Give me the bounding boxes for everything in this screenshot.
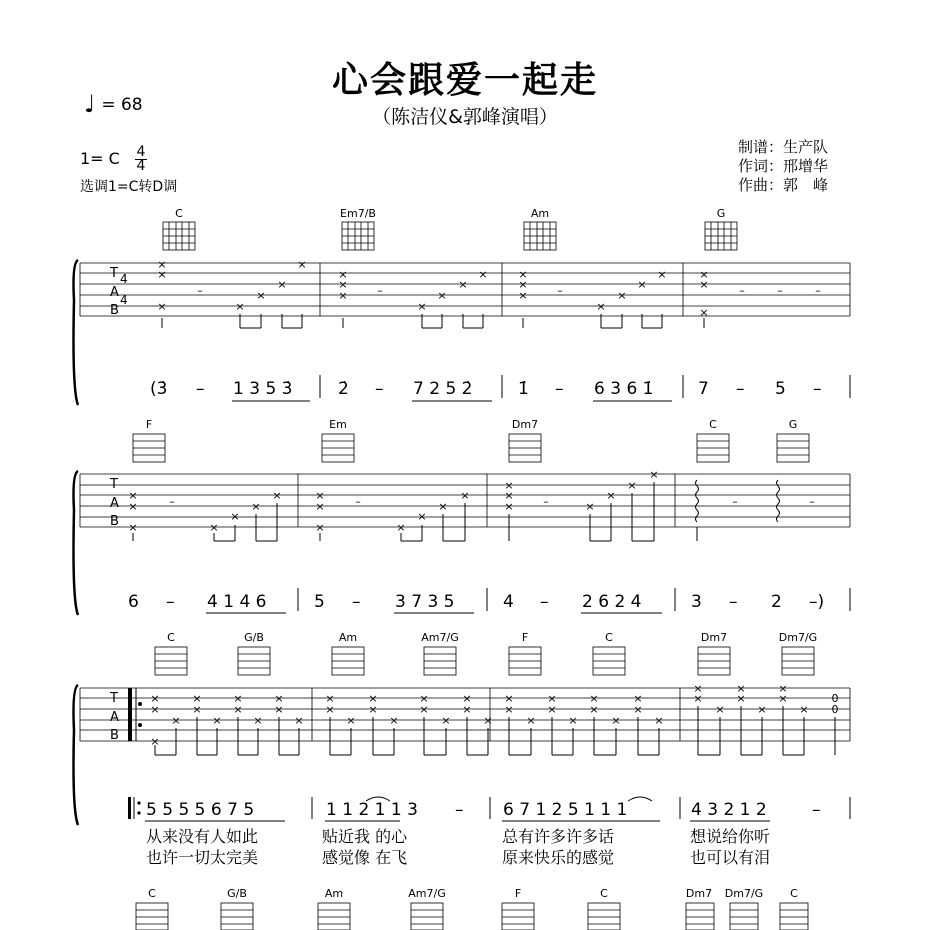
svg-text:×: × — [589, 703, 599, 716]
chord-name: G/B — [227, 887, 247, 900]
jianpu-token: – — [196, 379, 205, 399]
lyric-phrase: 想说给你听 — [690, 827, 771, 846]
tab-clef-a: A — [110, 710, 119, 725]
svg-text:×: × — [297, 258, 307, 271]
chord-name: F — [521, 631, 529, 644]
svg-text:×: × — [504, 489, 514, 502]
lyric-phrase: 原来快乐的感觉 — [502, 848, 615, 867]
chord-name: Am — [530, 207, 550, 220]
svg-text:×: × — [611, 714, 621, 727]
svg-text:×: × — [617, 289, 627, 302]
chord-name: Dm7/G — [724, 887, 764, 900]
svg-text:×: × — [460, 489, 470, 502]
chord-name: Em7/B — [340, 207, 376, 220]
lyric-phrase: 感觉像 在飞 — [322, 848, 408, 867]
jianpu-token: 2̇ — [338, 379, 349, 399]
svg-text:×: × — [192, 703, 202, 716]
capo-note: 选调1=C转D调 — [80, 179, 178, 195]
chord-diagrams — [133, 434, 809, 462]
lyrics-line-2 — [146, 848, 770, 867]
svg-text:×: × — [589, 692, 599, 705]
svg-text:×: × — [504, 692, 514, 705]
jianpu-token: – — [166, 592, 175, 612]
jianpu-token: 6 — [128, 592, 139, 612]
svg-text:×: × — [338, 268, 348, 281]
chord-name: Am — [324, 887, 344, 900]
svg-text:×: × — [606, 489, 616, 502]
svg-text:×: × — [462, 703, 472, 716]
svg-text:×: × — [157, 258, 167, 271]
jianpu-token: 3 7 3 5 — [395, 592, 455, 612]
chord-diagram — [524, 222, 556, 250]
svg-text:×: × — [699, 268, 709, 281]
jianpu-barlines — [232, 375, 850, 401]
jianpu-token: – — [813, 379, 822, 399]
jianpu-token: – — [455, 800, 464, 820]
svg-text:×: × — [315, 521, 325, 534]
svg-text:×: × — [547, 703, 557, 716]
jianpu-token: 5 — [314, 592, 325, 612]
tab-clef-t: T — [110, 691, 118, 706]
chord-name: Dm7 — [511, 418, 539, 431]
jianpu-token: 1 1 2 1 1 3 — [326, 800, 418, 820]
svg-text:×: × — [235, 300, 245, 313]
svg-text:×: × — [778, 692, 788, 705]
svg-text:×: × — [736, 692, 746, 705]
svg-text:×: × — [458, 278, 468, 291]
jianpu-token: – — [555, 379, 564, 399]
tempo-value: = 68 — [101, 95, 143, 115]
jianpu-token: 6 7 1 2 5 1 1 1 — [503, 800, 628, 820]
jianpu-token: 4 3 2 1 2 — [691, 800, 767, 820]
song-subtitle: （陈洁仪&郭峰演唱） — [372, 106, 558, 128]
system-3 — [74, 631, 851, 867]
tab-clef-b: B — [110, 728, 119, 743]
svg-text:×: × — [693, 692, 703, 705]
svg-text:–: – — [543, 495, 549, 508]
svg-text:×: × — [654, 714, 664, 727]
credit-lyrics: 作词：邢增华 — [738, 157, 829, 175]
tab-time-top: 4 — [120, 272, 128, 286]
svg-text:×: × — [251, 500, 261, 513]
lyric-phrase: 从来没有人如此 — [146, 827, 259, 846]
lyrics-line-1 — [146, 827, 770, 846]
tab-notes — [128, 468, 814, 534]
svg-text:×: × — [315, 500, 325, 513]
svg-text:×: × — [699, 278, 709, 291]
jianpu-token: 7 — [698, 379, 709, 399]
chord-name: C — [167, 631, 175, 644]
svg-text:–: – — [739, 284, 745, 297]
system-1 — [74, 207, 851, 405]
jianpu-token: 3 — [691, 592, 702, 612]
svg-text:×: × — [277, 278, 287, 291]
svg-text:×: × — [325, 692, 335, 705]
jianpu-token: – — [736, 379, 745, 399]
svg-text:×: × — [212, 714, 222, 727]
svg-text:–: – — [777, 284, 783, 297]
credit-score: 制谱：生产队 — [738, 138, 829, 156]
tab-time-bottom: 4 — [120, 293, 128, 307]
tab-clef-t: T — [110, 477, 118, 492]
svg-text:×: × — [294, 714, 304, 727]
svg-text:×: × — [346, 714, 356, 727]
svg-text:×: × — [171, 714, 181, 727]
jianpu-token: – — [352, 592, 361, 612]
chord-name: Am7/G — [408, 887, 446, 900]
chord-name: Am — [338, 631, 358, 644]
jianpu-token: –) — [809, 592, 825, 612]
svg-text:×: × — [462, 692, 472, 705]
svg-text:0: 0 — [831, 703, 839, 716]
svg-text:×: × — [438, 500, 448, 513]
svg-text:×: × — [478, 268, 488, 281]
time-sig-bottom: 4 — [136, 158, 146, 174]
svg-text:×: × — [483, 714, 493, 727]
key-text: 1= C — [80, 149, 120, 168]
chord-name: C — [600, 887, 608, 900]
svg-text:×: × — [437, 289, 447, 302]
svg-text:×: × — [657, 268, 667, 281]
svg-text:–: – — [732, 495, 738, 508]
svg-text:×: × — [274, 692, 284, 705]
chord-name: C — [605, 631, 613, 644]
svg-text:×: × — [192, 692, 202, 705]
svg-text:×: × — [209, 521, 219, 534]
svg-text:×: × — [396, 521, 406, 534]
svg-text:×: × — [637, 278, 647, 291]
jianpu-token: 4 1 4 6 — [207, 592, 267, 612]
svg-text:–: – — [557, 284, 563, 297]
system-brace — [74, 685, 79, 825]
svg-text:×: × — [233, 703, 243, 716]
svg-text:×: × — [325, 703, 335, 716]
svg-text:–: – — [809, 495, 815, 508]
svg-text:×: × — [736, 682, 746, 695]
svg-text:×: × — [338, 289, 348, 302]
system-2 — [74, 418, 851, 615]
svg-text:×: × — [150, 735, 160, 748]
svg-text:×: × — [417, 300, 427, 313]
jianpu-token: 5 — [775, 379, 786, 399]
svg-text:×: × — [504, 500, 514, 513]
jianpu-token: 2 6 2 4 — [582, 592, 642, 612]
svg-text:×: × — [504, 703, 514, 716]
svg-text:×: × — [150, 692, 160, 705]
svg-text:×: × — [547, 692, 557, 705]
svg-text:×: × — [274, 703, 284, 716]
chord-name: C — [790, 887, 798, 900]
lyric-phrase: 也许一切太完美 — [146, 848, 259, 867]
jianpu-line — [146, 800, 821, 820]
svg-text:×: × — [757, 703, 767, 716]
tab-clef-a: A — [110, 285, 119, 300]
chord-diagrams — [136, 903, 808, 930]
chord-name: Dm7/G — [778, 631, 818, 644]
svg-text:×: × — [256, 289, 266, 302]
chord-name: Em — [329, 418, 347, 431]
jianpu-repeat-start — [128, 797, 141, 819]
jianpu-token: – — [812, 800, 821, 820]
quarter-note-icon: ♩ — [84, 90, 96, 118]
jianpu-barlines — [206, 588, 850, 613]
svg-text:×: × — [596, 300, 606, 313]
chord-name: Dm7 — [685, 887, 713, 900]
svg-text:×: × — [150, 703, 160, 716]
lyric-phrase: 贴近我 的心 — [322, 827, 408, 846]
lyric-phrase: 总有许多许多话 — [502, 827, 615, 846]
system-brace — [74, 260, 79, 405]
svg-text:×: × — [715, 703, 725, 716]
jianpu-token: 7 2 5 2̇ — [413, 379, 473, 399]
svg-text:×: × — [693, 682, 703, 695]
chord-name: F — [145, 418, 153, 431]
svg-text:×: × — [389, 714, 399, 727]
tab-notes — [150, 682, 838, 748]
chord-name: Am7/G — [421, 631, 459, 644]
svg-text:–: – — [169, 495, 175, 508]
jianpu-token: 4 — [503, 592, 514, 612]
svg-text:×: × — [585, 500, 595, 513]
svg-text:×: × — [128, 500, 138, 513]
tab-clef-a: A — [110, 496, 119, 511]
chord-name: C — [148, 887, 156, 900]
jianpu-token: 2 — [771, 592, 782, 612]
svg-text:×: × — [233, 692, 243, 705]
chord-name: Dm7 — [700, 631, 728, 644]
tab-clef-t: T — [110, 266, 118, 281]
jianpu-token: 1 3 5 3̇ — [233, 379, 293, 399]
chord-name: G — [788, 418, 798, 431]
jianpu-line — [150, 379, 822, 399]
svg-text:×: × — [441, 714, 451, 727]
svg-text:×: × — [338, 278, 348, 291]
svg-text:×: × — [128, 489, 138, 502]
svg-text:×: × — [272, 489, 282, 502]
credit-music: 作曲：郭 峰 — [738, 176, 829, 194]
svg-text:×: × — [633, 703, 643, 716]
svg-text:×: × — [518, 268, 528, 281]
lyric-phrase: 也可以有泪 — [690, 848, 771, 867]
tab-clef-b: B — [110, 514, 119, 529]
svg-text:×: × — [633, 692, 643, 705]
svg-text:–: – — [815, 284, 821, 297]
chord-name: C — [175, 207, 183, 220]
chord-diagram — [163, 222, 195, 250]
tab-clef-b: B — [110, 303, 119, 318]
svg-text:×: × — [518, 289, 528, 302]
chord-name: G — [716, 207, 726, 220]
svg-text:×: × — [526, 714, 536, 727]
svg-text:×: × — [128, 521, 138, 534]
svg-text:×: × — [253, 714, 263, 727]
chord-diagram — [342, 222, 374, 250]
svg-text:×: × — [799, 703, 809, 716]
jianpu-token: 1̇ — [518, 379, 529, 399]
svg-text:×: × — [504, 479, 514, 492]
chord-diagram — [705, 222, 737, 250]
svg-text:×: × — [315, 489, 325, 502]
tab-notes — [157, 258, 820, 319]
system-brace — [74, 471, 79, 615]
jianpu-token: (3̇ — [150, 379, 168, 399]
time-sig-top: 4 — [136, 144, 146, 160]
song-title: 心会跟爱一起走 — [331, 60, 598, 101]
svg-text:–: – — [197, 284, 203, 297]
jianpu-token: 6 3 6 1̇ — [594, 379, 654, 399]
chord-name: C — [709, 418, 717, 431]
chord-name: F — [514, 887, 522, 900]
svg-text:×: × — [778, 682, 788, 695]
svg-text:0: 0 — [831, 692, 839, 705]
svg-text:×: × — [157, 300, 167, 313]
jianpu-token: 5 5 5 5 6 7 5 — [146, 800, 255, 820]
chord-diagrams — [155, 647, 814, 675]
svg-text:×: × — [419, 692, 429, 705]
repeat-start — [128, 688, 142, 741]
svg-text:×: × — [368, 692, 378, 705]
svg-text:×: × — [230, 510, 240, 523]
jianpu-token: – — [540, 592, 549, 612]
svg-text:×: × — [419, 703, 429, 716]
svg-text:×: × — [417, 510, 427, 523]
chord-name: G/B — [244, 631, 264, 644]
svg-text:×: × — [568, 714, 578, 727]
svg-text:–: – — [377, 284, 383, 297]
svg-text:×: × — [518, 278, 528, 291]
jianpu-token: – — [375, 379, 384, 399]
svg-text:×: × — [699, 306, 709, 319]
jianpu-line — [128, 592, 824, 612]
system-4 — [136, 887, 808, 930]
svg-text:–: – — [355, 495, 361, 508]
svg-text:×: × — [627, 479, 637, 492]
jianpu-token: – — [729, 592, 738, 612]
svg-text:×: × — [368, 703, 378, 716]
svg-text:×: × — [157, 268, 167, 281]
svg-text:×: × — [649, 468, 659, 481]
